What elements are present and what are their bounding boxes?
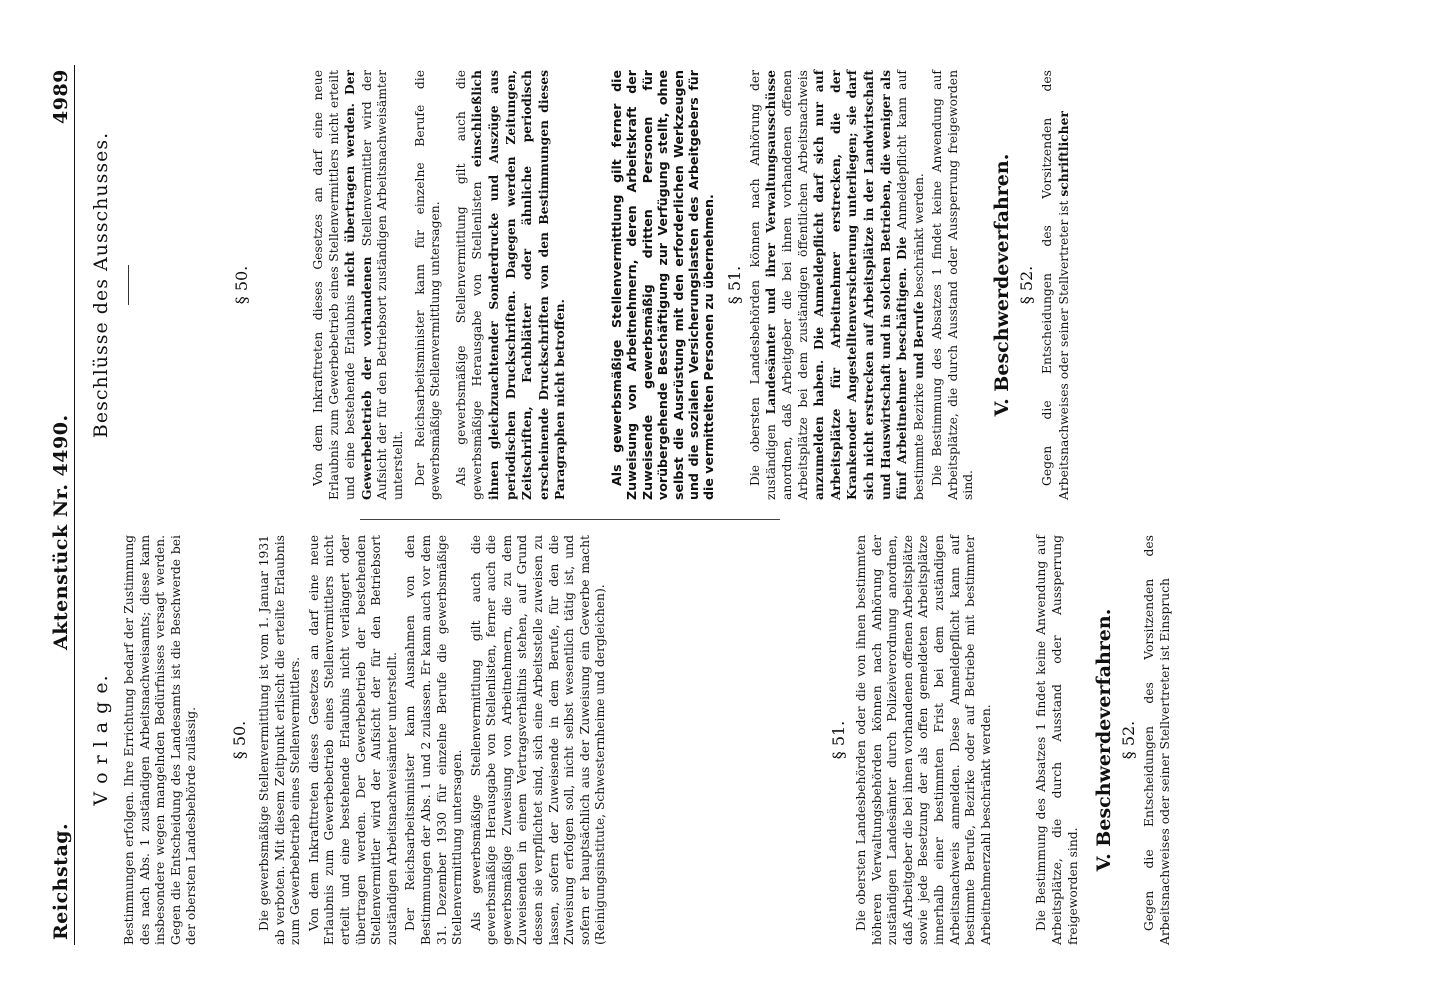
right-s51-p1-b: Landesämter und ihrer Verwaltungsausschüsse (763, 69, 779, 415)
right-s50-p4-b: einschließlich ihnen gleichzuachtender Sonderdrucke und Auszüge aus periodischen Druckschriften. Dagegen werden Zeitungen, Zeitschriften, Fachblätter oder ähnliche periodisch erscheinende Druckschriften von den Bestimmungen dieses Paragraphen nicht betroffen. (469, 70, 568, 500)
right-s51-p1 (748, 70, 928, 500)
right-s50-p5-block (609, 70, 717, 500)
left-s51-p2: Die Bestimmung des Absatzes 1 findet keine Anwendung auf Arbeitsplätze, die durch Ausstand oder Aussperrung freigeworden sind. (1034, 535, 1080, 945)
right-s51-p1-e: Anmeldepflicht kann auf bestimmte Bezirke (895, 70, 926, 500)
right-s51-p1-d: anzumelden haben. Die Anmeldepflicht darf sich nur auf Arbeitsplätze für Arbeitnehmer erstrecken, die der Krankenoder Angestelltenversicherung unterliegen; sie darf sich nicht erstrecken auf Arbeitsplätze in der Landwirtschaft und Hauswirtschaft und in solchen Betrieben, die weniger als fünf Arbeitnehmer beschäftigen. Die (811, 70, 910, 500)
right-s51-p1-g: beschränkt werden. (911, 173, 926, 302)
title-rule (128, 265, 129, 305)
right-s51-p2: Die Bestimmung des Absatzes 1 findet keine Anwendung auf Arbeitsplätze, die durch Ausstand oder Aussperrung freigeworden sind. (930, 70, 976, 500)
right-s52-p1-a: Gegen die Entscheidungen des Vorsitzenden des Arbeitsnachweises oder seiner Stellvertreter ist (1040, 70, 1071, 500)
header-center: Aktenstück Nr. 4490. (50, 414, 72, 650)
right-s50-p3: Der Reichsarbeitsminister kann für einzelne Berufe die gewerbsmäßige Stellenvermittlung untersagen. (412, 70, 443, 500)
right-s51-heading: § 51. (724, 265, 744, 305)
header-rule (74, 65, 75, 945)
right-s50-p2-b: nicht übertragen werden. Der Gewerbebetrieb der vorhandenen (342, 70, 374, 500)
left-s52-p1: Gegen die Entscheidungen des Vorsitzenden des Arbeitsnachweises oder seiner Stellvertreter ist Einspruch (1142, 535, 1172, 945)
right-s51-p1-f: und Berufe (910, 301, 926, 379)
right-s52-heading: § 52. (1017, 265, 1037, 305)
right-s50-p4-a: Als gewerbsmäßige Stellenvermittlung gilt auch die gewerbsmäßige Herausgabe von Stellenlisten (453, 70, 485, 500)
right-s50-p2-a: Von dem Inkrafttreten dieses Gesetzes an darf eine neue Erlaubnis zum Gewerbebetrieb eines Stellenvermittlers nicht erteilt und eine bestehende Erlaubnis (311, 70, 358, 500)
right-s51-p1-a: Die obersten Landesbehörden können nach Anhörung der zuständigen (747, 70, 779, 500)
right-s50-p2-c: Stellenvermittler wird der Aufsicht der für den Betriebsort zuständigen Arbeitsnachweisämter unterstellt. (359, 70, 405, 500)
left-intro-block (122, 535, 200, 945)
left-s51-p1: Die obersten Landesbehörden oder die von ihnen bestimmten höheren Verwaltungsbehörden können nach Anhörung der zuständigen Landesämter durch Polizeiverordnung anordnen, daß Arbeitgeber die bei ihnen vorhandenen offenen Arbeitsplätze sowie jede Besetzung der als offen gemeldeten Arbeitsplätze innerhalb einer bestimmten Frist bei dem zuständigen Arbeitsnachweis anmelden. Diese Anmeldepflicht kann auf bestimmte Berufe, Bezirke oder auf Betriebe mit bestimmter Arbeitnehmerzahl beschränkt werden. (854, 535, 993, 945)
right-s52-p1 (1040, 70, 1072, 500)
column-divider (360, 519, 780, 520)
left-s50-heading: § 50. (229, 720, 249, 760)
left-s50-p3: Der Reichsarbeitsminister kann Ausnahmen von den Bestimmungen der Abs. 1 und 2 zulassen. Er kann auch vor dem 31. Dezember 1930 für einzelne Berufe die gewerbsmäßige Stellenvermittlung untersagen. (403, 535, 465, 945)
page-number: 4989 (50, 69, 72, 124)
header-left: Reichstag. (50, 822, 72, 940)
right-s52-p1-b: schriftlicher (1055, 111, 1071, 197)
left-s52-heading: § 52. (1119, 720, 1139, 760)
left-s50-p4: Als gewerbsmäßige Stellenvermittlung gilt auch die gewerbsmäßige Herausgabe von Stellenlisten, ferner auch die gewerbsmäßige Zuweisung von Arbeitnehmern, die zu dem Zuweisenden in einem Vertragsverhältnis stehen, auf Grund dessen sie verpflichtet sind, sich eine Arbeitsstelle zuweisen zu lassen, sofern der Zuweisende in dem Berufe, für den die Zuweisung erfolgen soll, nicht selbst wesentlich tätig ist, und sofern er hauptsächlich aus der Zuweisung ein Gewerbe macht (Reinigungsinstitute, Schwesternheime und dergleichen). (468, 535, 608, 945)
right-column (82, 70, 1075, 500)
left-part-heading: V. Beschwerdeverfahren. (1093, 608, 1116, 872)
right-s51-p1-c: anordnen, daß Arbeitgeber die bei ihnen vorhandenen offenen Arbeitsplätze bei dem zuständigen öffentlichen Arbeitsnachweis (779, 70, 810, 500)
right-part-heading: V. Beschwerdeverfahren. (991, 153, 1014, 417)
left-column (82, 535, 1176, 945)
right-s50-p4 (454, 70, 569, 500)
left-s51-heading: § 51. (829, 720, 849, 760)
right-title: Beschlüsse des Ausschusses. (90, 131, 112, 439)
right-s50-p2 (311, 70, 407, 500)
right-s50-p5: Als gewerbsmäßige Stellenvermittlung gilt ferner die Zuweisung von Arbeitnehmern, deren Arbeitskraft der Zuweisende gewerbsmäßig dritten Personen für vorübergehende Beschäftigung zur Verfügung stellt, ohne selbst die Ausrüstung mit den erforderlichen Werkzeugen und die sozialen Versicherungslasten des Arbeitgebers für die vermittelten Personen zu übernehmen. (608, 70, 717, 500)
left-s50-p2: Von dem Inkrafttreten dieses Gesetzes an darf eine neue Erlaubnis zum Gewerbebetrieb eines Stellenvermittlers nicht erteilt und eine bestehende Erlaubnis nicht verlängert oder übertragen werden. Der Gewerbebetrieb der bestehenden Stellenvermittler wird der Aufsicht der für den Betriebsort zuständigen Arbeitsnachweisämter unterstellt. (306, 535, 399, 945)
right-s50-heading: § 50. (232, 265, 251, 305)
left-title: V o r l a g e. (90, 674, 112, 806)
left-intro: Bestimmungen erfolgen. Ihre Errichtung bedarf der Zustimmung des nach Abs. 1 zuständigen Arbeitsnachweisamts; diese kann insbesondere wegen mangelnden Bedürfnisses versagt werden. Gegen die Entscheidung des Landesamts ist die Beschwerde bei der obersten Landesbehörde zulässig. (122, 535, 199, 945)
left-s50-p1: Die gewerbsmäßige Stellenvermittlung ist vom 1. Januar 1931 ab verboten. Mit diesem Zeitpunkt erlischt die erteilte Erlaubnis zum Gewerbebetrieb eines Stellenvermittlers. (256, 535, 303, 945)
